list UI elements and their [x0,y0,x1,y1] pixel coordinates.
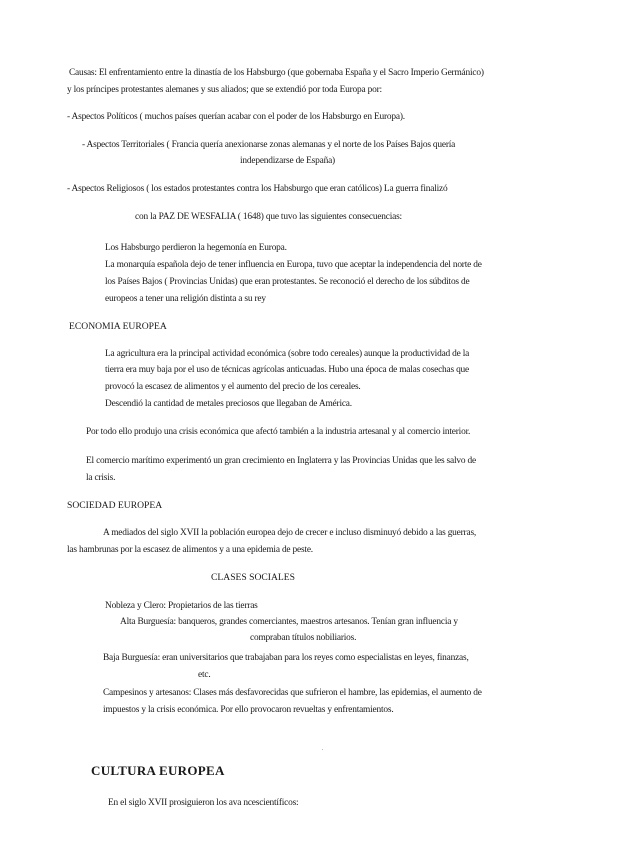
social-class-item: compraban títulos nobiliarios. [250,633,357,643]
religious-aspects-item: - Aspectos Religiosos ( los estados protestantes contra los Habsburgo que eran católicos) La guerra finalizó [67,184,448,194]
consequence-item: europeos a tener una religión distinta a su rey [105,294,266,304]
section-heading-classes: CLASES SOCIALES [211,572,295,583]
section-heading-society: SOCIEDAD EUROPEA [67,500,163,511]
section-heading-culture: CULTURA EUROPEA [91,763,225,778]
economy-paragraph-line: El comercio marítimo experimentó un gran crecimiento en Inglaterra y las Provincias Unidas que les salvo de [86,456,476,466]
social-class-item: etc. [198,670,211,680]
society-paragraph-line: A mediados del siglo XVII la población europea dejo de crecer e incluso disminuyó debido a las guerras, [103,528,477,538]
economy-paragraph-line: la crisis. [86,473,116,483]
social-class-item: Baja Burguesía: eran universitarios que trabajaban para los reyes como especialistas en leyes, finanzas, [103,653,469,663]
economy-paragraph-line: Por todo ello produjo una crisis económica que afectó también a la industria artesanal y al comercio interior. [86,427,471,437]
causes-text-line: Causas: El enfrentamiento entre la dinastía de los Habsburgo (que gobernaba España y el Sacro Imperio Germánico) [69,68,484,78]
social-class-item: impuestos y la crisis económica. Por ello provocaron revueltas y enfrentamientos. [103,705,394,715]
consequence-item: La monarquía española dejo de tener influencia en Europa, tuvo que aceptar la independencia del norte de [105,260,482,270]
society-paragraph-line: las hambrunas por la escasez de alimentos y a una epidemia de peste. [67,545,313,555]
economy-paragraph-line: tierra era muy baja por el uso de técnicas agrícolas anticuadas. Hubo una época de malas cosechas que [105,365,470,375]
culture-paragraph-line: En el siglo XVII prosiguieron los ava ncescientíficos: [108,798,299,808]
page-speck [322,749,323,750]
political-aspects-item: - Aspectos Políticos ( muchos países querían acabar con el poder de los Habsburgo en Europa). [67,112,405,122]
social-class-item: Alta Burguesía: banqueros, grandes comerciantes, maestros artesanos. Tenían gran influencia y [120,617,458,627]
consequence-item: los Países Bajos ( Provincias Unidas) que eran protestantes. Se reconoció el derecho de los súbditos de [105,277,470,287]
territorial-aspects-item: - Aspectos Territoriales ( Francia quería anexionarse zonas alemanas y el norte de los Países Bajos quería [82,140,456,150]
economy-paragraph-line: provocó la escasez de alimentos y el aumento del precio de los cereales. [105,382,361,392]
causes-text-line: y los príncipes protestantes alemanes y sus aliados; que se extendió por toda Europa por: [67,85,382,95]
social-class-item: Nobleza y Clero: Propietarios de las tierras [105,601,258,611]
consequence-item: Los Habsburgo perdieron la hegemonía en Europa. [105,243,287,253]
religious-aspects-item: con la PAZ DE WESFALIA ( 1648) que tuvo las siguientes consecuencias: [135,212,402,222]
territorial-aspects-item: independizarse de España) [240,156,335,166]
section-heading-economy: ECONOMIA EUROPEA [69,321,167,332]
social-class-item: Campesinos y artesanos: Clases más desfavorecidas que sufrieron el hambre, las epidemias, el aumento de [103,688,482,698]
economy-paragraph-line: Descendió la cantidad de metales preciosos que llegaban de América. [105,399,352,409]
economy-paragraph-line: La agricultura era la principal actividad económica (sobre todo cereales) aunque la productividad de la [105,349,470,359]
